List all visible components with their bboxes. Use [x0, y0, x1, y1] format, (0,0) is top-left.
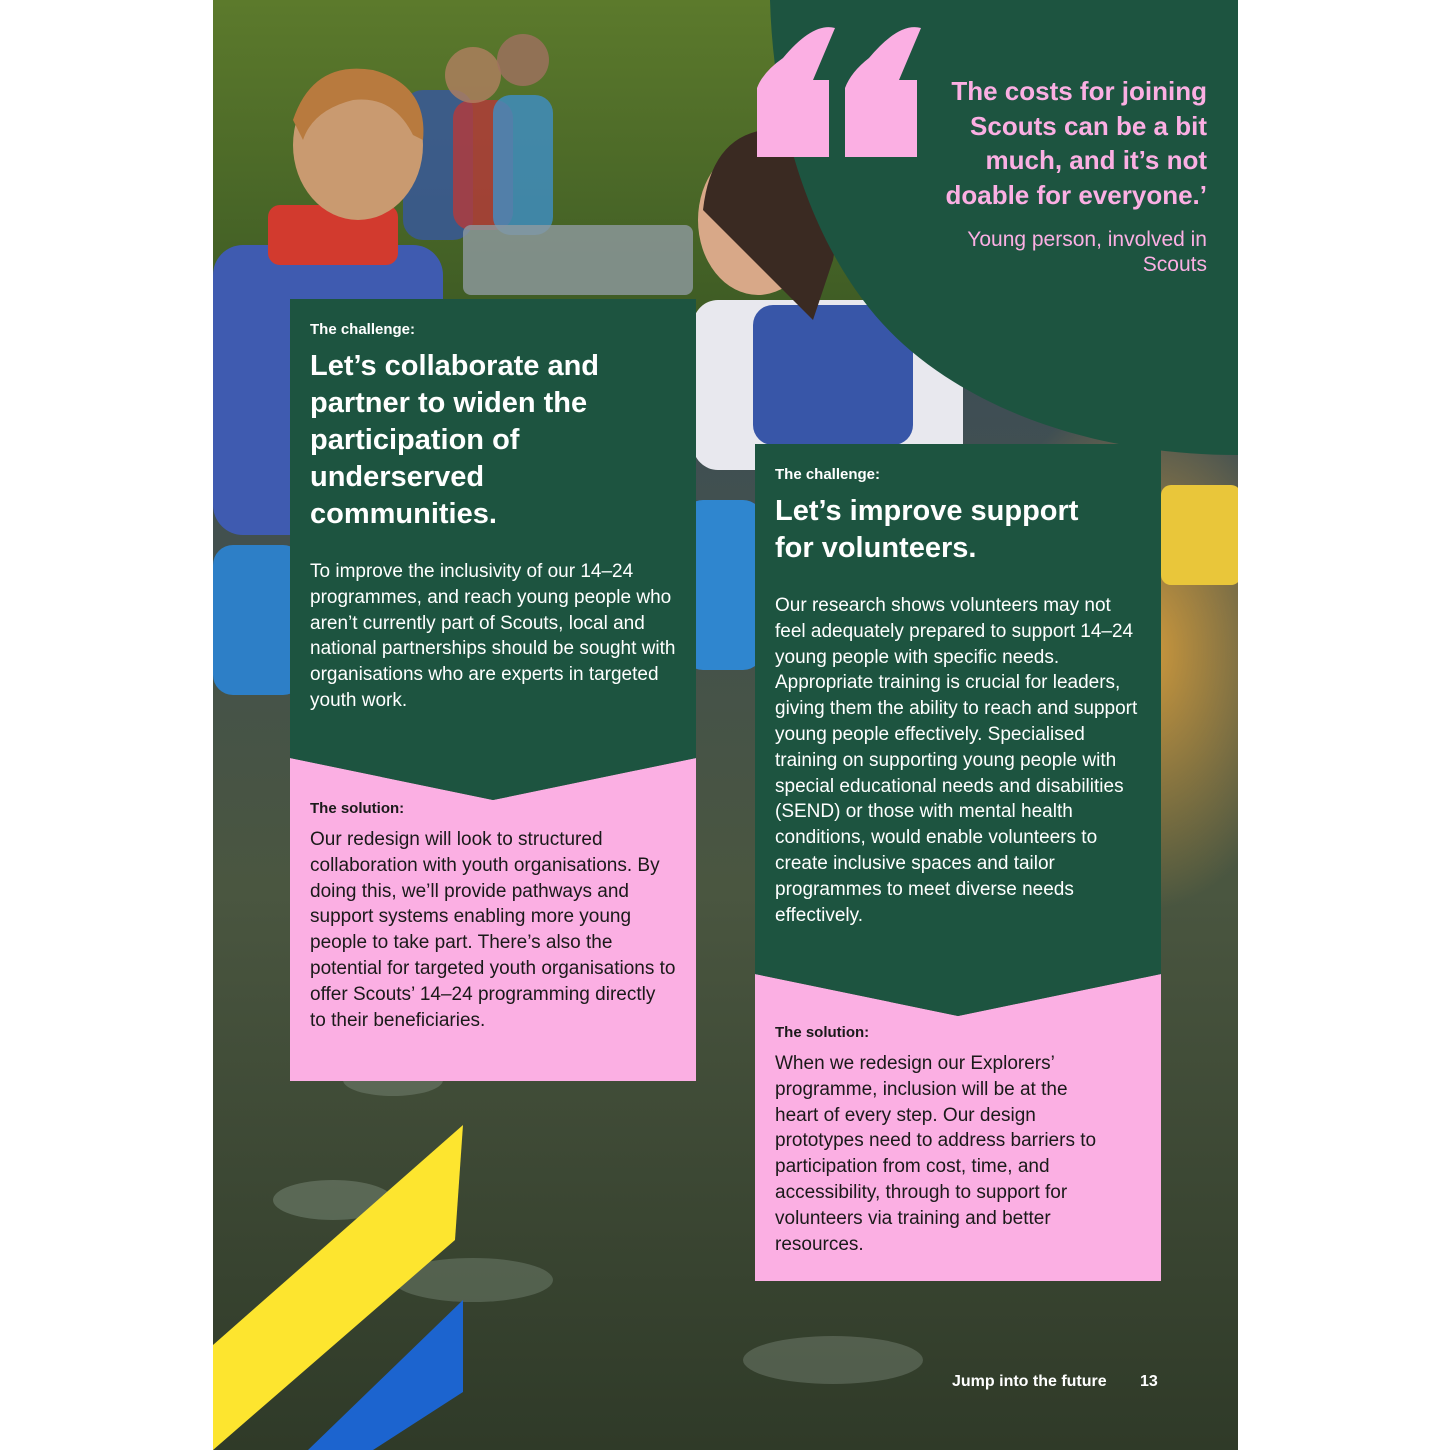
left-challenge-heading: Let’s collaborate and partner to widen the participation of underserved communities. — [310, 350, 599, 530]
quote-attribution: Young person, involved in Scouts — [967, 228, 1207, 276]
left-challenge-card — [290, 299, 696, 764]
right-challenge-heading: Let’s improve support for volunteers. — [775, 495, 1079, 564]
right-challenge-label: The challenge: — [775, 466, 881, 483]
quote-text: The costs for joining Scouts can be a bit much, and it’s not doable for everyone.’ — [945, 76, 1207, 210]
left-chevron-divider — [290, 758, 696, 802]
left-challenge-body: To improve the inclusivity of our 14–24 programmes, and reach young people who aren’t currently part of Scouts, local and national partnerships should be sought with organisations who are experts in targeted youth work. — [310, 561, 676, 711]
left-solution-label: The solution: — [310, 800, 405, 817]
decorative-stripes — [213, 1120, 473, 1450]
left-solution-card — [290, 800, 696, 1081]
right-chevron-divider — [755, 974, 1161, 1018]
right-solution-label: The solution: — [775, 1024, 870, 1041]
page-number: 13 — [1140, 1373, 1158, 1390]
left-solution-body: Our redesign will look to structured collaboration with youth organisations. By doing this, we’ll provide pathways and support systems enabling more young people to take part. There’s also the potential for targeted youth organisations to offer Scouts’ 14–24 programming directly to their beneficiaries. — [310, 829, 676, 1031]
footer-title: Jump into the future — [952, 1373, 1107, 1390]
left-challenge-label: The challenge: — [310, 321, 416, 338]
page — [213, 0, 1238, 1450]
right-solution-card — [755, 1016, 1161, 1281]
right-challenge-body: Our research shows volunteers may not feel adequately prepared to support 14–24 young people with specific needs. Appropriate training is crucial for leaders, giving them the ability to reach and support young people effectively. Specialised training on supporting young people with special educational needs and disabilities (SEND) or those with mental health conditions, would enable volunteers to create inclusive spaces and tailor programmes to meet diverse needs effectively. — [775, 595, 1138, 926]
right-solution-body: When we redesign our Explorers’ programme, inclusion will be at the heart of every step. Our design prototypes need to address barriers to participation from cost, time, and accessibility, through to support for volunteers via training and better resources. — [775, 1053, 1097, 1255]
right-challenge-card — [755, 444, 1161, 976]
